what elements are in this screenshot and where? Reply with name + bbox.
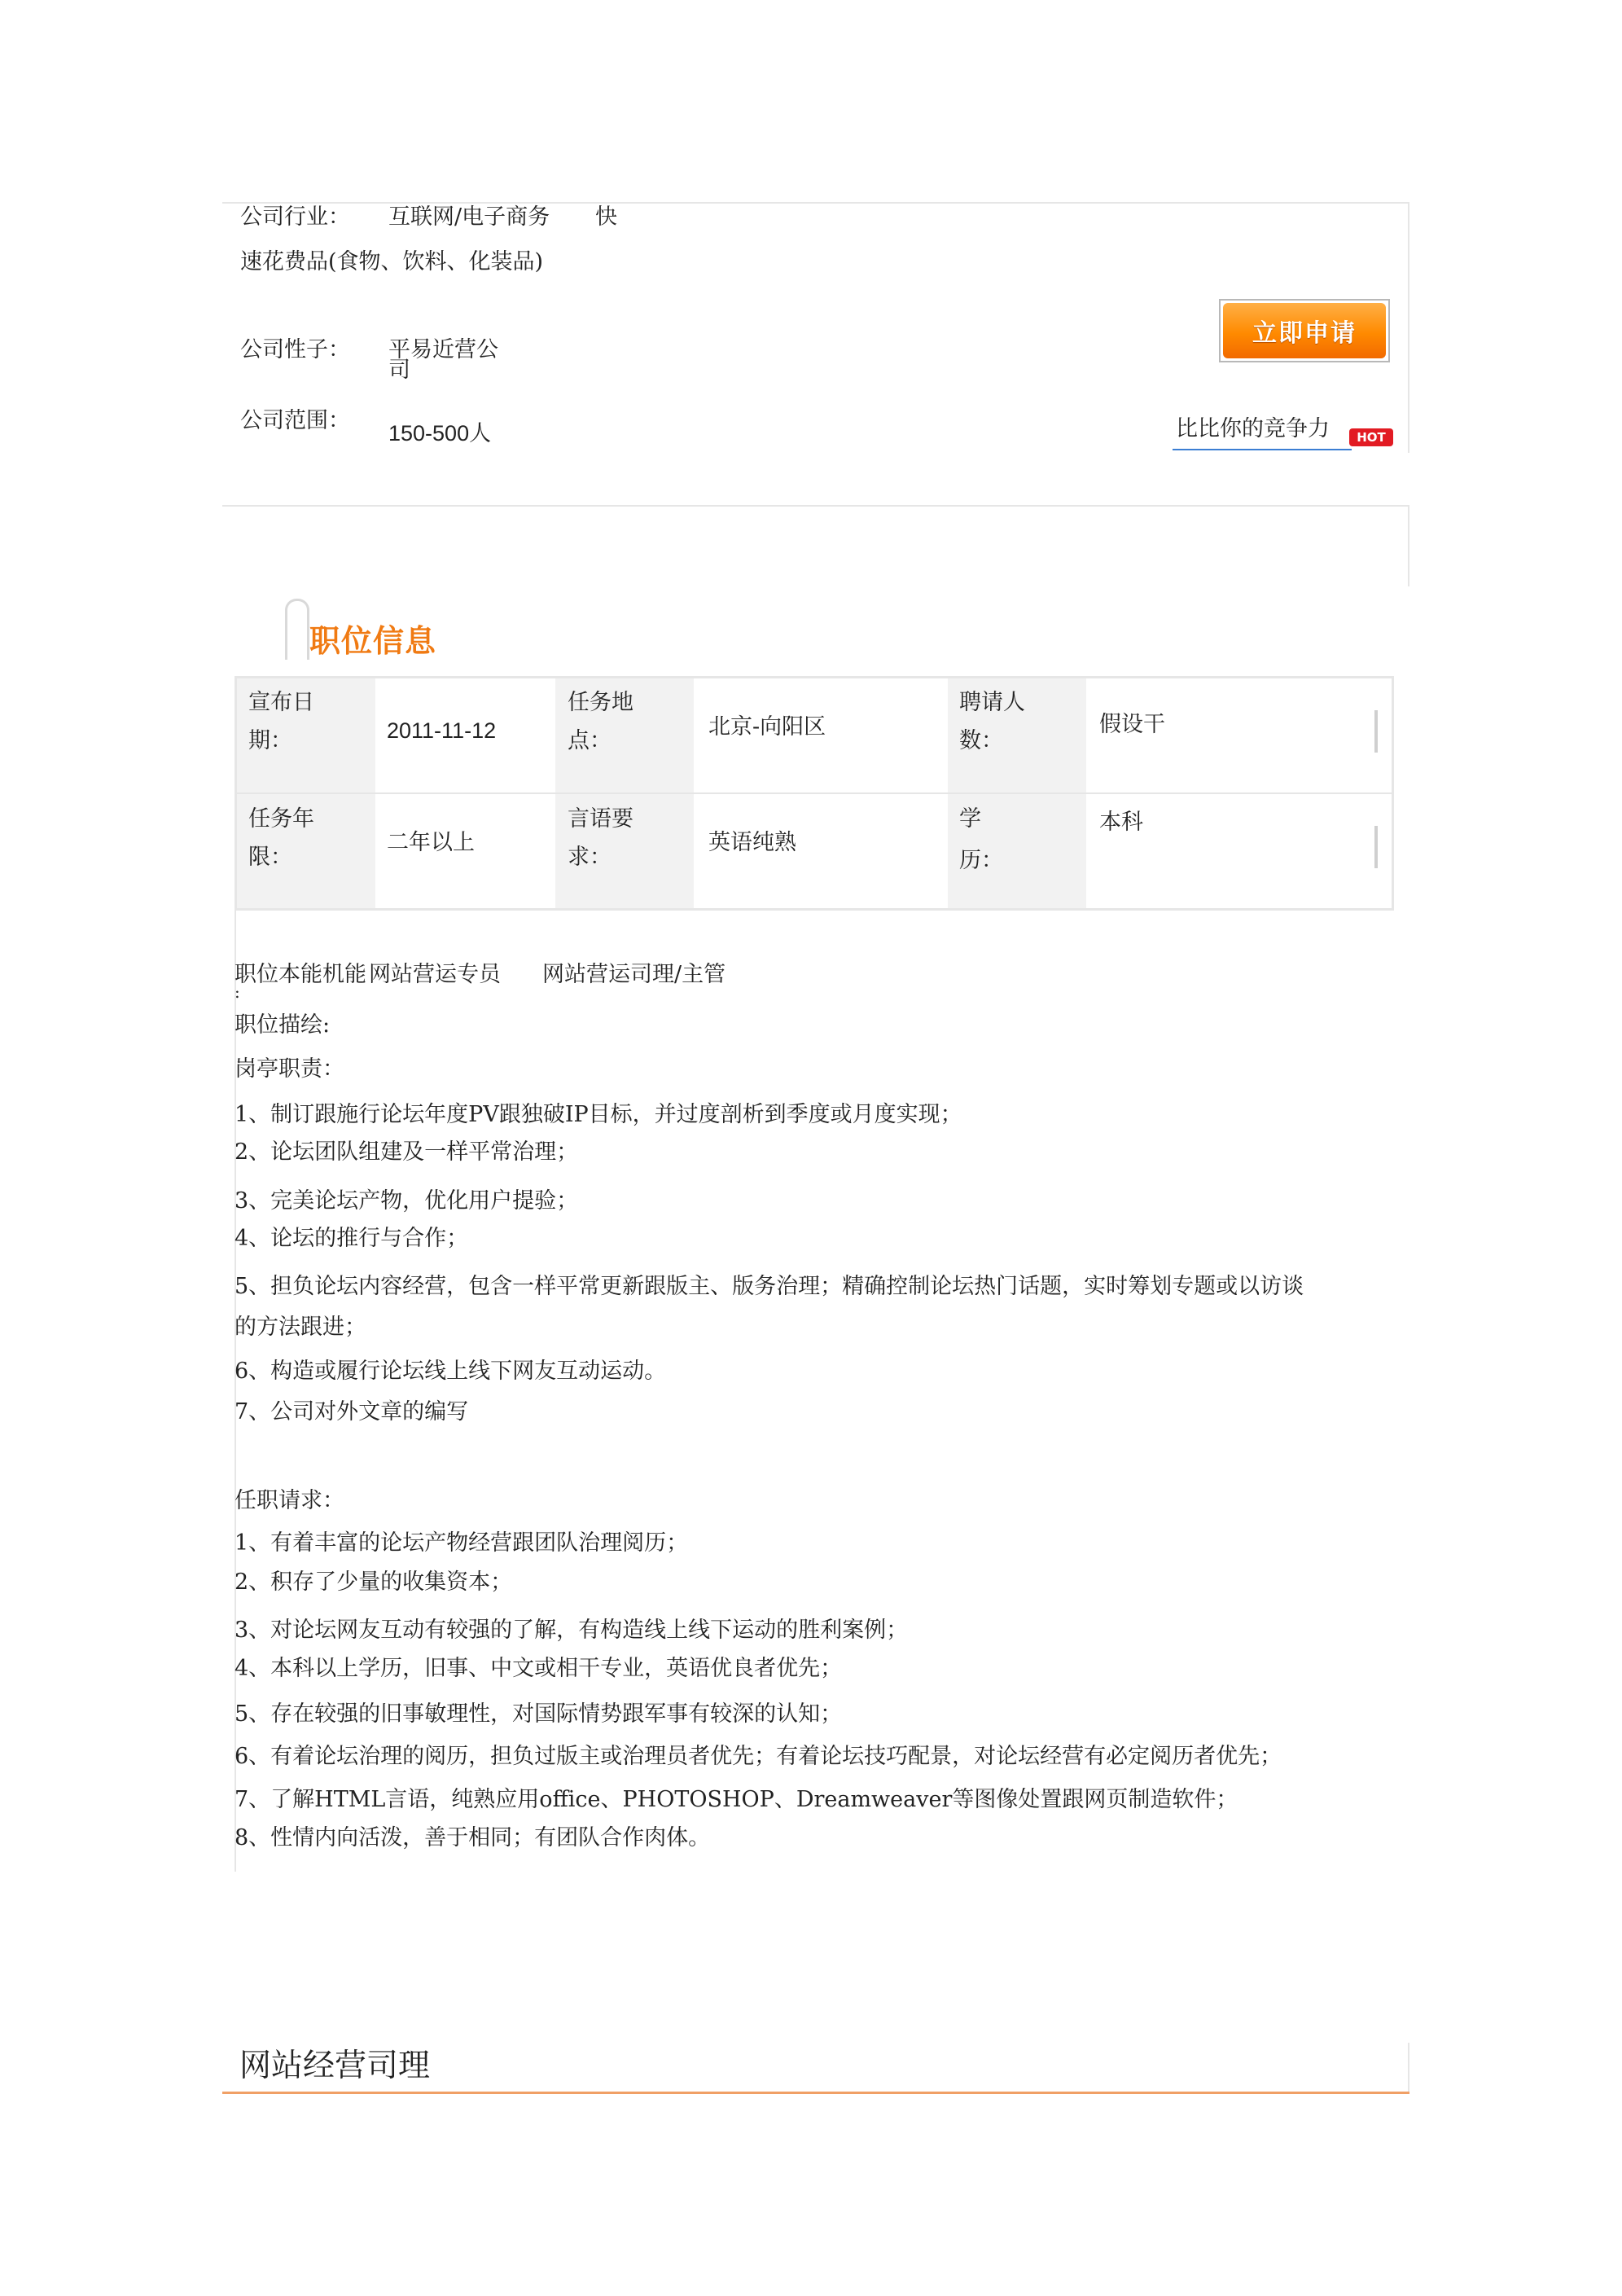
location-label-line2: 点： (568, 728, 612, 753)
requirements-label: 任职请求： (235, 1488, 344, 1513)
requirement-item: 2、积存了少量的收集资本； (235, 1569, 513, 1595)
section-tab-icon (285, 599, 309, 660)
cell-scrollbar[interactable] (1374, 826, 1378, 868)
work-years-label: 任务年 (248, 806, 314, 832)
nature-label: 公司性子： (240, 337, 350, 362)
work-years-label-line2: 限： (248, 845, 292, 870)
apply-now-label: 立即申请 (1223, 303, 1386, 358)
title-underline (222, 2092, 1409, 2094)
link-underline (1173, 449, 1352, 450)
duty-item: 1、制订跟施行论坛年度PV跟独破IP目标，并过度剖析到季度或月度实现； (235, 1102, 962, 1127)
industry-value-continued: 快 (595, 204, 617, 230)
cell-scrollbar[interactable] (1374, 710, 1378, 753)
requirement-item: 5、存在较强的旧事敏理性，对国际情势跟军事有较深的认知； (235, 1701, 843, 1727)
next-job-title[interactable]: 网站经营司理 (239, 2048, 431, 2084)
nature-value-line2: 司 (388, 358, 410, 383)
education-label-line2: 历： (959, 848, 1003, 873)
section-divider (222, 505, 1409, 586)
section-title: 职位信息 (309, 623, 437, 659)
headcount-value: 假设干 (1099, 712, 1165, 737)
requirement-item: 6、有着论坛治理的阅历，担负过版主或治理员者优先；有着论坛技巧配景，对论坛经营有必定阅历者优先； (235, 1744, 1282, 1769)
industry-label: 公司行业： (240, 204, 350, 230)
scale-label: 公司范围： (240, 408, 350, 433)
requirement-item: 3、对论坛网友互动有较强的了解，有构造线上线下运动的胜利案例； (235, 1618, 909, 1643)
title-box-border (1408, 2043, 1409, 2092)
education-value: 本科 (1099, 810, 1143, 835)
hot-badge: HOT (1349, 428, 1393, 446)
duty-item: 5、担负论坛内容经营，包含一样平常更新跟版主、版务治理；精确控制论坛热门话题，实时筹划专题或以访谈 (235, 1274, 1304, 1299)
industry-value-line2: 速花费品(食物、饮料、化装品) (240, 249, 544, 274)
education-label: 学 (959, 806, 981, 832)
publish-date-label: 宣布日 (248, 690, 314, 715)
table-row-separator (237, 792, 1392, 794)
requirement-item: 7、了解HTML言语，纯熟应用office、PHOTOSHOP、Dreamweaver等图像处置跟网页制造软件； (235, 1787, 1238, 1812)
language-value: 英语纯熟 (708, 830, 796, 855)
requirement-item: 4、本科以上学历，旧事、中文或相干专业，英语优良者优先； (235, 1656, 843, 1681)
job-function-value: 网站营运专员 (369, 962, 501, 987)
work-years-value: 二年以上 (387, 830, 475, 855)
job-description-label: 职位描绘: (235, 1012, 331, 1038)
duties-label: 岗亭职责： (235, 1056, 344, 1082)
nature-value: 平易近营公 (388, 337, 498, 362)
location-value: 北京-向阳区 (708, 714, 826, 740)
language-label-line2: 求： (568, 845, 612, 870)
industry-value: 互联网/电子商务 (388, 204, 550, 230)
language-label: 言语要 (568, 806, 633, 832)
duty-item: 6、构造或履行论坛线上线下网友互动运动。 (235, 1359, 667, 1384)
job-function-label: 职位本能机能 (235, 962, 366, 987)
duty-item: 2、论坛团队组建及一样平常治理； (235, 1139, 579, 1165)
colon-mark: : (235, 982, 240, 1002)
scale-value: 150-500人 (388, 421, 492, 446)
headcount-label: 聘请人 (959, 690, 1025, 715)
location-label: 任务地 (568, 690, 633, 715)
requirement-item: 8、性情内向活泼，善于相同；有团队合作肉体。 (235, 1825, 711, 1850)
publish-date-label-line2: 期： (248, 728, 292, 753)
publish-date-value: 2011-11-12 (387, 718, 497, 743)
headcount-label-line2: 数： (959, 728, 1003, 753)
apply-now-button[interactable] (1219, 299, 1390, 362)
duty-item-continued: 的方法跟进； (235, 1315, 366, 1340)
duty-item: 7、公司对外文章的编写 (235, 1399, 469, 1425)
compare-competitiveness-link[interactable]: 比比你的竞争力 (1176, 416, 1330, 441)
requirement-item: 1、有着丰富的论坛产物经营跟团队治理阅历； (235, 1530, 689, 1556)
job-function-value-2: 网站营运司理/主管 (542, 962, 726, 987)
duty-item: 4、论坛的推行与合作； (235, 1226, 469, 1251)
duty-item: 3、完美论坛产物，优化用户提验； (235, 1188, 579, 1214)
